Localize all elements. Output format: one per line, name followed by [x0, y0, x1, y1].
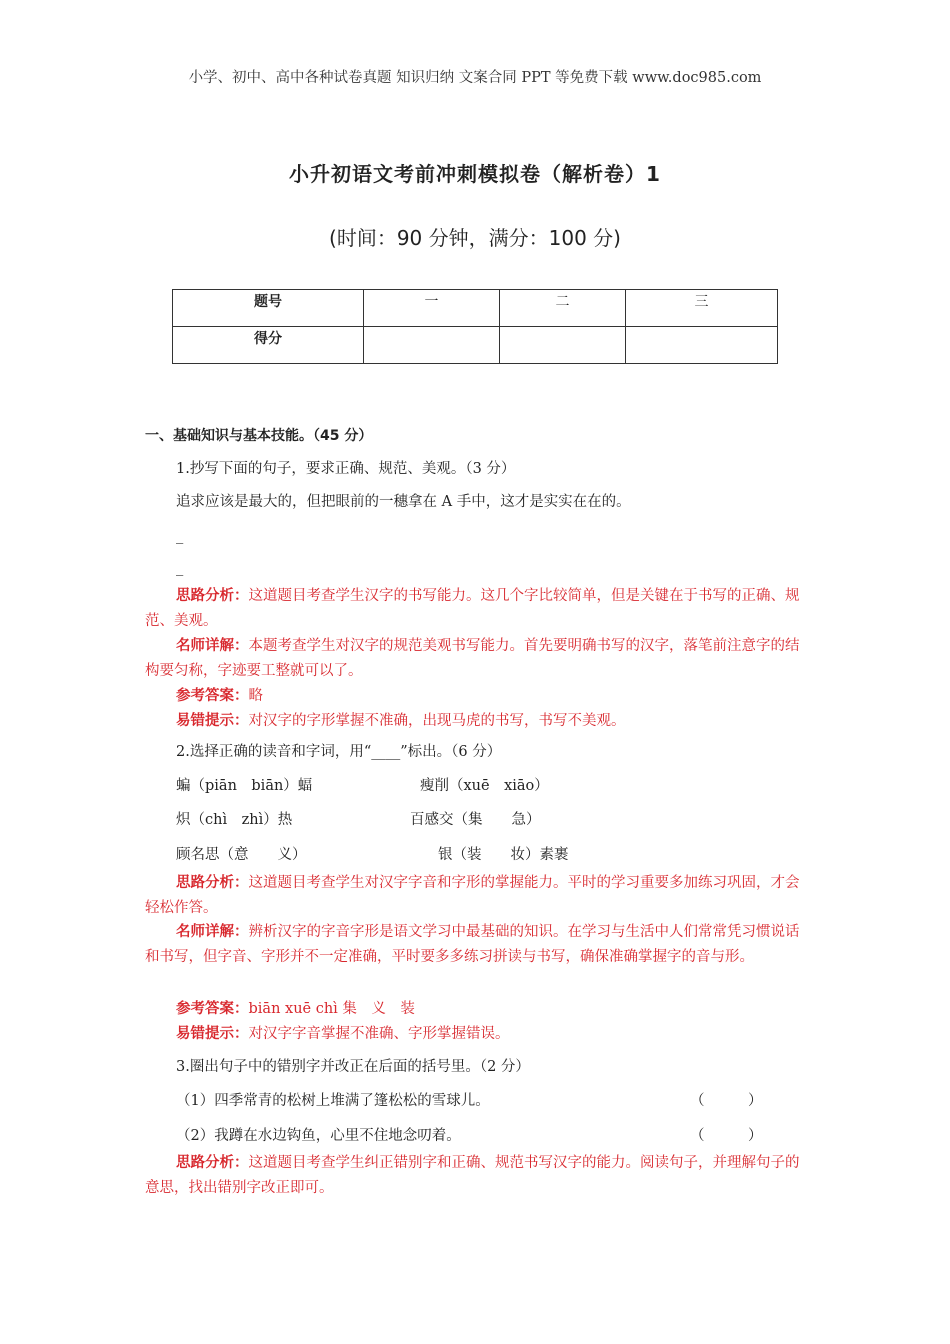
- page-header: 小学、初中、高中各种试卷真题 知识归纳 文案合同 PPT 等免费下载 www.doc985.com: [188, 70, 762, 86]
- question-3-prompt: 3.圈出句子中的错别字并改正在后面的括号里。（2 分）: [176, 1059, 530, 1075]
- question-1-sentence: 追求应该是最大的，但把眼前的一穗拿在 A 手中，这才是实实在在的。: [176, 494, 631, 510]
- question-1-answer-line[interactable]: _: [176, 560, 184, 576]
- score-cell[interactable]: [364, 327, 500, 364]
- q2-analysis: 思路分析：这道题目考查学生对汉字字音和字形的掌握能力。平时的学习重要多加练习巩固，才会轻松作答。: [145, 875, 800, 916]
- score-table: [172, 289, 778, 364]
- document-subtitle: (时间：90 分钟，满分：100 分): [329, 226, 621, 250]
- section-heading: 一、基础知识与基本技能。（45 分）: [145, 428, 373, 444]
- q3-analysis: 思路分析：这道题目考查学生纠正错别字和正确、规范书写汉字的能力。阅读句子，并理解句子的意思，找出错别字改正即可。: [145, 1155, 800, 1196]
- score-table-row: [173, 327, 778, 364]
- q3-item: （1）四季常青的松树上堆满了篷松松的雪球儿。: [176, 1093, 490, 1109]
- score-table-header-cell: 一: [364, 290, 500, 327]
- q2-explanation: 名师详解：辨析汉字的字音字形是语文学习中最基础的知识。在学习与生活中人们常常凭习惯说话和书写，但字音、字形并不一定准确，平时要多多练习拼读与书写，确保准确掌握字的音与形。: [145, 924, 800, 965]
- score-cell[interactable]: [626, 327, 778, 364]
- question-1-answer-line[interactable]: _: [176, 528, 184, 544]
- q1-analysis: 思路分析：这道题目考查学生汉字的书写能力。这几个字比较简单，但是关键在于书写的正确、规范、美观。: [145, 588, 800, 629]
- q2-item: 百感交（集 急）: [410, 812, 541, 828]
- q1-explanation: 名师详解：本题考查学生对汉字的规范美观书写能力。首先要明确书写的汉字，落笔前注意字的结构要匀称，字迹要工整就可以了。: [145, 638, 800, 679]
- q2-item: 顾名思（意 义）: [176, 847, 307, 863]
- q2-tip: 易错提示：对汉字字音掌握不准确、字形掌握错误。: [176, 1026, 510, 1042]
- question-1-prompt: 1.抄写下面的句子，要求正确、规范、美观。（3 分）: [176, 461, 516, 477]
- q3-answer-paren[interactable]: （ ）: [690, 1128, 763, 1144]
- score-table-label-cell: 得分: [173, 327, 364, 364]
- q1-tip: 易错提示：对汉字的字形掌握不准确，出现马虎的书写，书写不美观。: [176, 713, 626, 729]
- score-table-label-cell: 题号: [173, 290, 364, 327]
- q2-answer: 参考答案：biān xuē chì 集 义 装: [176, 1001, 415, 1017]
- q2-item: 银（装 妆）素裹: [438, 847, 569, 863]
- q3-answer-paren[interactable]: （ ）: [690, 1093, 763, 1109]
- score-table-header-cell: 二: [500, 290, 626, 327]
- q2-item: 炽（chì zhì）热: [176, 812, 293, 828]
- score-table-row: [173, 290, 778, 327]
- score-table-header-cell: 三: [626, 290, 778, 327]
- q3-item: （2）我蹲在水边钩鱼，心里不住地念叨着。: [176, 1128, 461, 1144]
- score-cell[interactable]: [500, 327, 626, 364]
- q2-item: 瘦削（xuē xiāo）: [420, 778, 549, 794]
- question-2-prompt: 2.选择正确的读音和字词，用“____”标出。（6 分）: [176, 744, 502, 760]
- q1-answer: 参考答案：略: [176, 688, 263, 704]
- q2-item: 蝙（piān biān）蝠: [176, 778, 313, 794]
- document-title: 小升初语文考前冲刺模拟卷（解析卷）1: [289, 162, 661, 186]
